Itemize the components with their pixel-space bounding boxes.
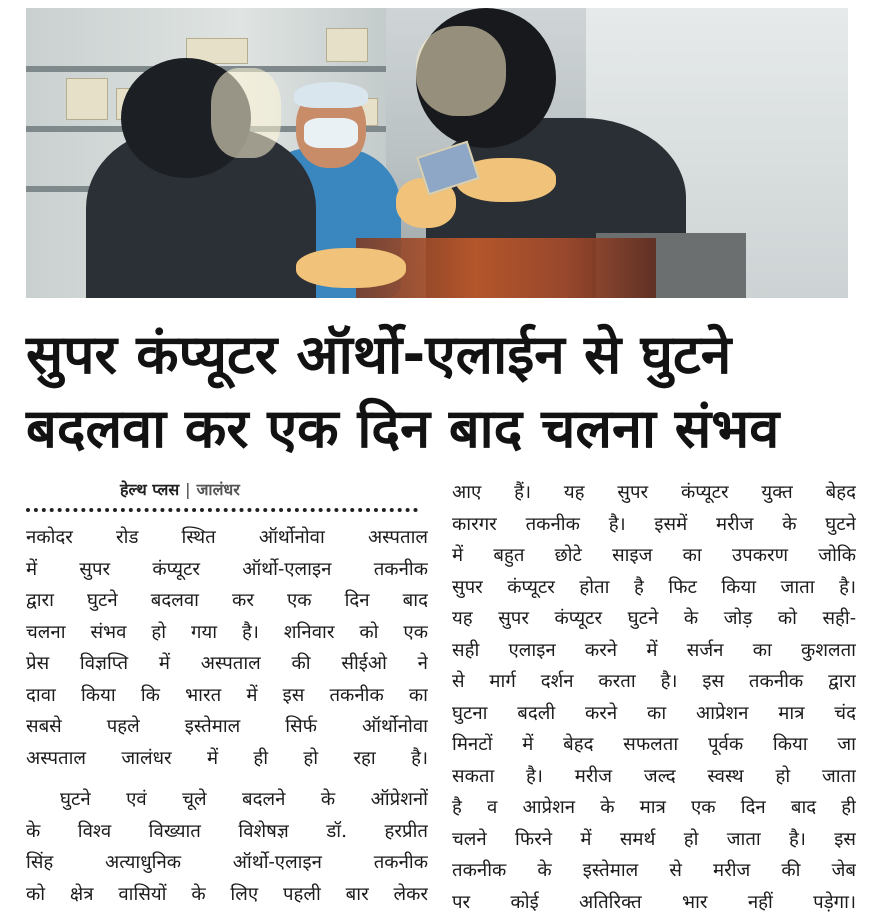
text-line: पर कोई अतिरिक्त भार नहीं पड़ेगा। — [452, 887, 856, 918]
text-line: द्वारा घुटने बदलवा कर एक दिन बाद — [26, 585, 428, 617]
byline-separator: | — [185, 480, 190, 499]
text-line: नकोदर रोड स्थित ऑर्थोनोवा अस्पताल — [26, 522, 428, 554]
byline-section: हेल्थ प्लस — [120, 480, 179, 499]
text-line: में बहुत छोटे साइज का उपकरण जोकि — [452, 540, 856, 572]
text-line: चलने फिरने में समर्थ हो जाता है। इस — [452, 824, 856, 856]
headline-line-2: बदलवा कर एक दिन बाद चलना संभव — [26, 392, 848, 466]
text-line: प्रेस विज्ञप्ति में अस्पताल की सीईओ ने — [26, 648, 428, 680]
text-line: अस्पताल जालंधर में ही हो रहा है। — [26, 743, 428, 775]
text-line: सुपर कंप्यूटर होता है फिट किया जाता है। — [452, 572, 856, 604]
text-line: मिनटों में बेहद सफलता पूर्वक किया जा — [452, 729, 856, 761]
paragraph-continued — [452, 477, 856, 918]
text-line: से मार्ग दर्शन करता है। इस तकनीक द्वारा — [452, 666, 856, 698]
text-line: है व आप्रेशन के मात्र एक दिन बाद ही — [452, 792, 856, 824]
text-line: सकता है। मरीज जल्द स्वस्थ हो जाता — [452, 761, 856, 793]
text-line: में सुपर कंप्यूटर ऑर्थो-एलाइन तकनीक — [26, 554, 428, 586]
text-line: चलना संभव हो गया है। शनिवार को एक — [26, 617, 428, 649]
headline — [26, 318, 848, 466]
paragraph-1 — [26, 522, 428, 774]
text-line: घुटना बदली करने का आप्रेशन मात्र चंद — [452, 698, 856, 730]
text-line: को क्षेत्र वासियों के लिए पहली बार लेकर — [26, 879, 428, 911]
left-column — [26, 522, 428, 910]
right-column — [452, 477, 856, 918]
headline-line-1: सुपर कंप्यूटर ऑर्थो-एलाईन से घुटने — [26, 318, 864, 392]
text-line: सबसे पहले इस्तेमाल सिर्फ ऑर्थोनोवा — [26, 711, 428, 743]
surgery-photo — [26, 8, 848, 298]
text-line: तकनीक के इस्तेमाल से मरीज की जेब — [452, 855, 856, 887]
text-line: दावा किया कि भारत में इस तकनीक का — [26, 680, 428, 712]
text-line: यह सुपर कंप्यूटर घुटने के जोड़ को सही- — [452, 603, 856, 635]
text-line: आए हैं। यह सुपर कंप्यूटर युक्त बेहद — [452, 477, 856, 509]
text-line: सही एलाइन करने में सर्जन का कुशलता — [452, 635, 856, 667]
text-line: सिंह अत्याधुनिक ऑर्थो-एलाइन तकनीक — [26, 847, 428, 879]
text-line: घुटने एवं चूले बदलने के ऑप्रेशनों — [26, 784, 428, 816]
paragraph-2 — [26, 784, 428, 910]
text-line: कारगर तकनीक है। इसमें मरीज के घुटने — [452, 509, 856, 541]
byline — [120, 478, 420, 502]
text-line: के विश्व विख्यात विशेषज्ञ डॉ. हरप्रीत — [26, 816, 428, 848]
dotted-divider — [26, 508, 418, 512]
byline-city: जालंधर — [197, 480, 240, 499]
